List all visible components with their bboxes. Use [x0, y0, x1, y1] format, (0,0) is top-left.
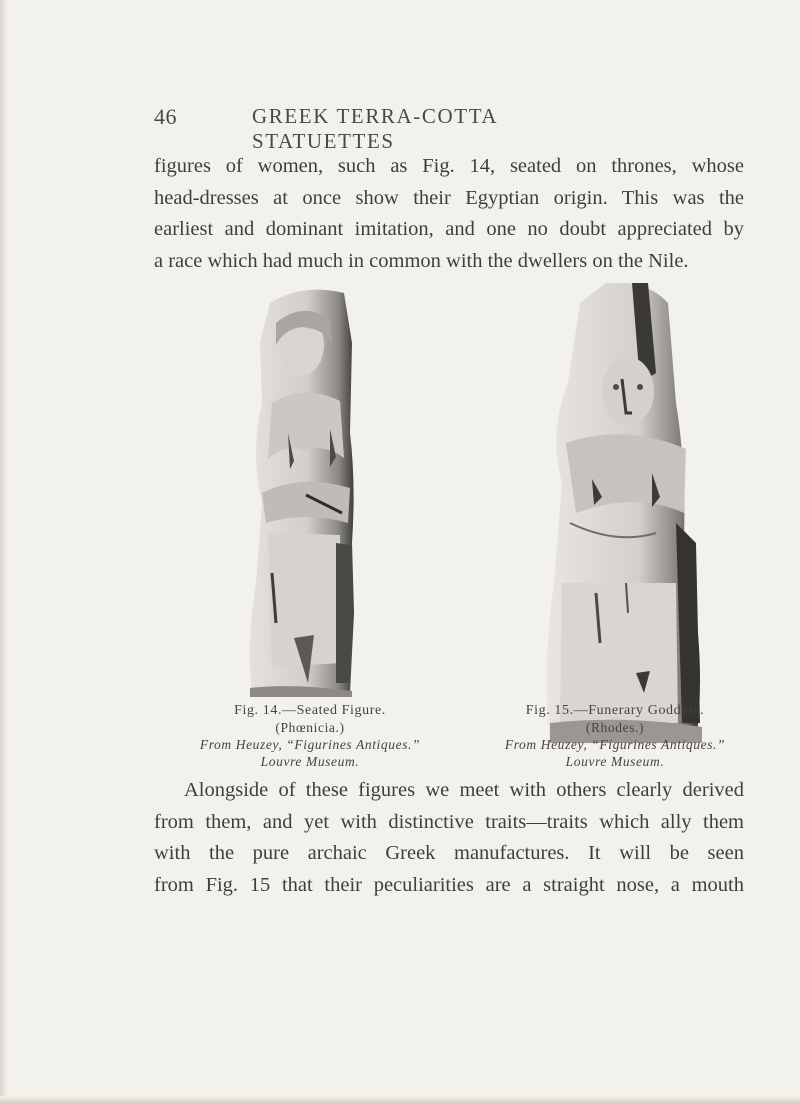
caption-place: (Rhodes.) — [585, 720, 645, 735]
caption-museum: Louvre Museum. — [260, 754, 360, 769]
caption-source: From Heuzey, “Figurines Antiques.” — [504, 737, 726, 752]
paragraph-top — [154, 151, 744, 277]
caption-title: Fig. 15.—Funerary Goddess. — [525, 703, 705, 718]
caption-title: Fig. 14.—Seated Figure. — [234, 703, 386, 718]
seated-figure-image — [232, 283, 380, 758]
caption-place: (Phœnicia.) — [275, 720, 345, 735]
text-line: head-dresses at once show their Egyptian origin. This was the — [154, 186, 744, 209]
text-line: figures of women, such as Fig. 14, seated on thrones, whose — [154, 155, 744, 177]
page-left-edge — [0, 0, 8, 1104]
text-line: Alongside of these figures we meet with others clearly derived — [184, 779, 744, 801]
funerary-goddess-image — [536, 283, 708, 758]
text-line: with the pure archaic Greek manufactures. It will be seen — [154, 842, 744, 864]
running-title: GREEK TERRA-COTTA STATUETTES — [252, 104, 498, 153]
text-line: from Fig. 15 that their peculiarities are a straight nose, a mouth — [154, 873, 744, 896]
text-line: a race which had much in common with the dwellers on the Nile. — [154, 249, 689, 272]
text-line: from them, and yet with distinctive traits—traits which ally them — [154, 810, 744, 833]
figure-14-caption — [190, 702, 430, 770]
caption-museum: Louvre Museum. — [565, 754, 665, 769]
page-bottom-edge — [0, 1096, 800, 1104]
funerary-goddess-drawing — [536, 283, 708, 743]
page-number: 46 — [154, 104, 177, 129]
running-head — [154, 104, 646, 153]
paragraph-bottom — [154, 775, 744, 901]
figure-15-caption — [470, 702, 760, 770]
seated-figure-drawing — [232, 283, 380, 698]
caption-source: From Heuzey, “Figurines Antiques.” — [199, 737, 421, 752]
text-line: earliest and dominant imitation, and one no doubt appreciated by — [154, 218, 744, 240]
